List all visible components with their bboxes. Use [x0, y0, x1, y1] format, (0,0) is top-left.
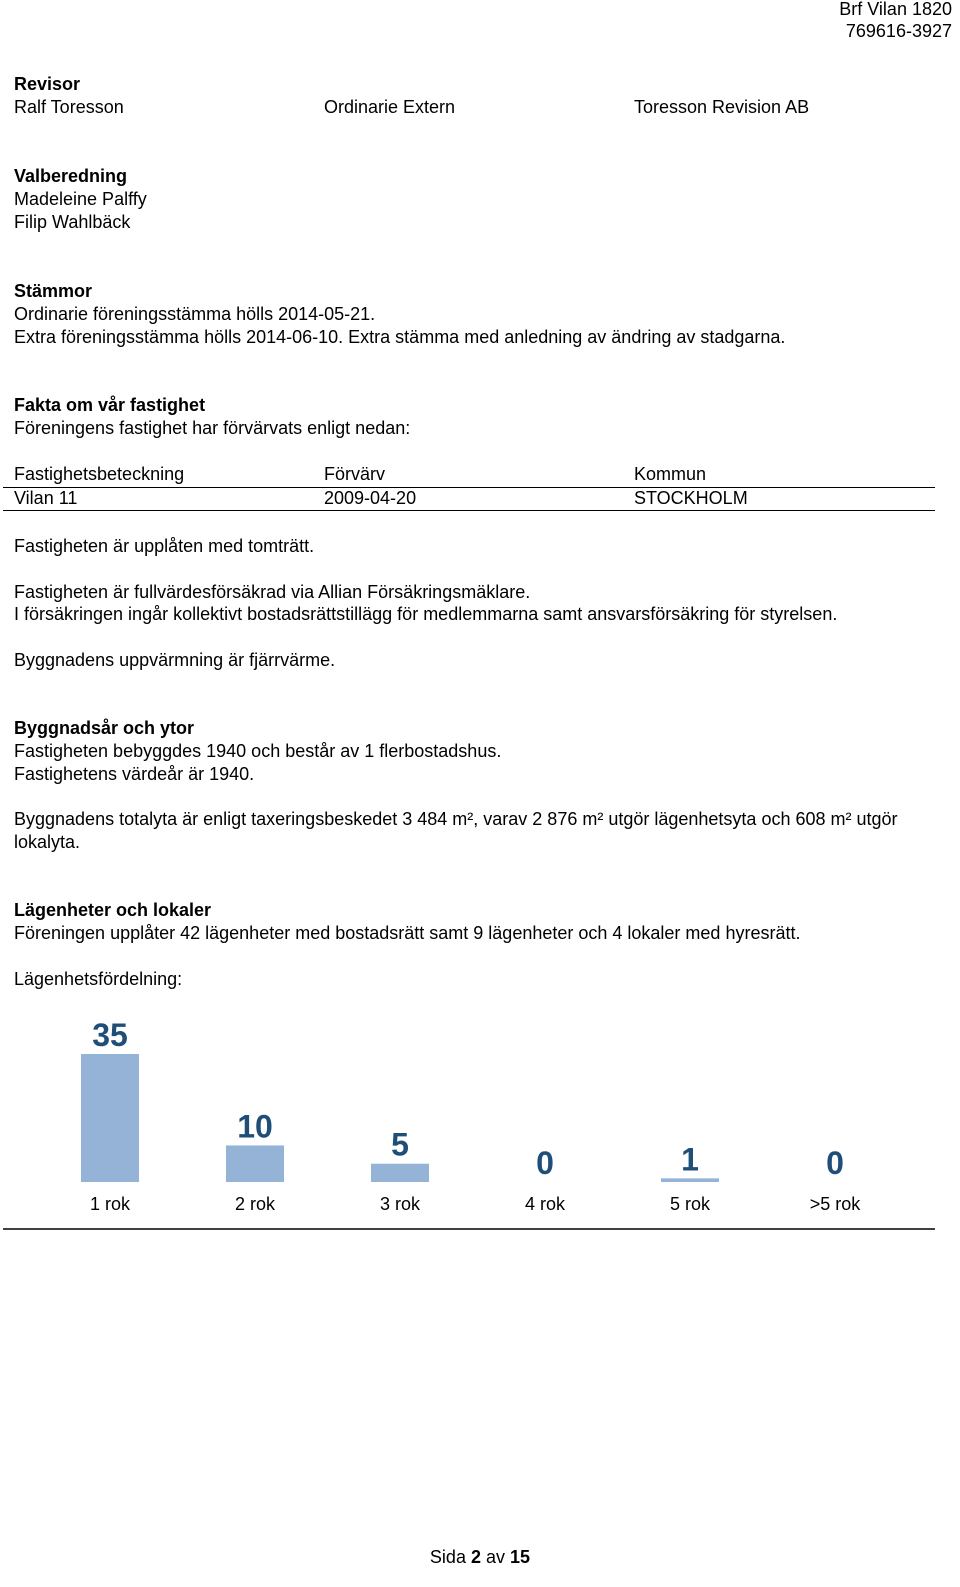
data-label: 5	[391, 1126, 409, 1163]
apartment-distribution-chart	[0, 1010, 960, 1240]
uppvarmning-text: Byggnadens uppvärmning är fjärrvärme.	[14, 650, 336, 670]
category-label: 5 rok	[669, 1194, 711, 1214]
chart-title: Lägenhetsfördelning:	[14, 969, 183, 989]
table-cell: 2009-04-20	[324, 488, 417, 508]
bar	[371, 1164, 429, 1182]
fakta-heading: Fakta om vår fastighet	[14, 395, 206, 415]
byggnadsar-line: Fastighetens värdeår är 1940.	[14, 764, 255, 784]
category-label: >5 rok	[809, 1194, 861, 1214]
table-header-cell: Kommun	[634, 464, 707, 484]
byggnadsar-heading: Byggnadsår och ytor	[14, 718, 195, 738]
category-label: 4 rok	[524, 1194, 566, 1214]
revisor-name: Ralf Toresson	[14, 97, 124, 117]
table-header-cell: Fastighetsbeteckning	[14, 464, 185, 484]
forsakring-line: I försäkringen ingår kollektivt bostadsrättstillägg för medlemmarna samt ansvarsförsäkring för styrelsen.	[14, 604, 838, 624]
lagenheter-text: Föreningen upplåter 42 lägenheter med bostadsrätt samt 9 lägenheter och 4 lokaler med hyresrätt.	[14, 923, 801, 943]
table-header-cell: Förvärv	[324, 464, 386, 484]
tomtratt-text: Fastigheten är upplåten med tomträtt.	[14, 536, 315, 556]
data-label: 0	[826, 1145, 844, 1181]
revisor-role: Ordinarie Extern	[324, 97, 456, 117]
area-line: lokalyta.	[14, 832, 81, 852]
table-cell: Vilan 11	[14, 488, 78, 508]
bar	[661, 1178, 719, 1182]
category-label: 3 rok	[379, 1194, 421, 1214]
stamma-line: Ordinarie föreningsstämma hölls 2014-05-21.	[14, 304, 376, 324]
byggnadsar-line: Fastigheten bebyggdes 1940 och består av 1 flerbostadshus.	[14, 741, 502, 761]
footer-page-number: 2	[470, 1547, 481, 1567]
revisor-heading: Revisor	[14, 74, 81, 94]
data-label: 0	[536, 1145, 554, 1181]
valberedning-member: Madeleine Palffy	[14, 189, 147, 209]
bar	[81, 1054, 139, 1182]
page-footer	[0, 1546, 960, 1569]
forsakring-line: Fastigheten är fullvärdesförsäkrad via Allian Försäkringsmäklare.	[14, 582, 531, 602]
footer-sep: av	[486, 1547, 506, 1567]
table-cell: STOCKHOLM	[634, 488, 748, 508]
bar	[226, 1145, 284, 1182]
footer-prefix: Sida	[429, 1547, 466, 1567]
table-rule-top	[3, 487, 935, 488]
lagenheter-heading: Lägenheter och lokaler	[14, 900, 212, 920]
valberedning-member: Filip Wahlbäck	[14, 212, 131, 232]
data-label: 10	[237, 1108, 273, 1145]
fakta-intro: Föreningens fastighet har förvärvats enligt nedan:	[14, 418, 411, 438]
valberedning-heading: Valberedning	[14, 166, 128, 186]
table-rule-bottom	[3, 510, 935, 511]
area-line: Byggnadens totalyta är enligt taxeringsbeskedet 3 484 m², varav 2 876 m² utgör lägenhetsyta och 608 m² utgör	[14, 809, 898, 829]
org-number: 769616-3927	[845, 21, 952, 41]
category-label: 2 rok	[234, 1194, 276, 1214]
category-label: 1 rok	[89, 1194, 131, 1214]
data-label: 1	[681, 1141, 699, 1178]
revisor-firm: Toresson Revision AB	[634, 97, 810, 117]
data-label: 35	[92, 1017, 128, 1053]
stamma-line: Extra föreningsstämma hölls 2014-06-10. Extra stämma med anledning av ändring av stadgarna.	[14, 327, 786, 347]
footer-page-total: 15	[510, 1547, 531, 1567]
stammor-heading: Stämmor	[14, 281, 93, 301]
org-name: Brf Vilan 1820	[839, 0, 952, 19]
